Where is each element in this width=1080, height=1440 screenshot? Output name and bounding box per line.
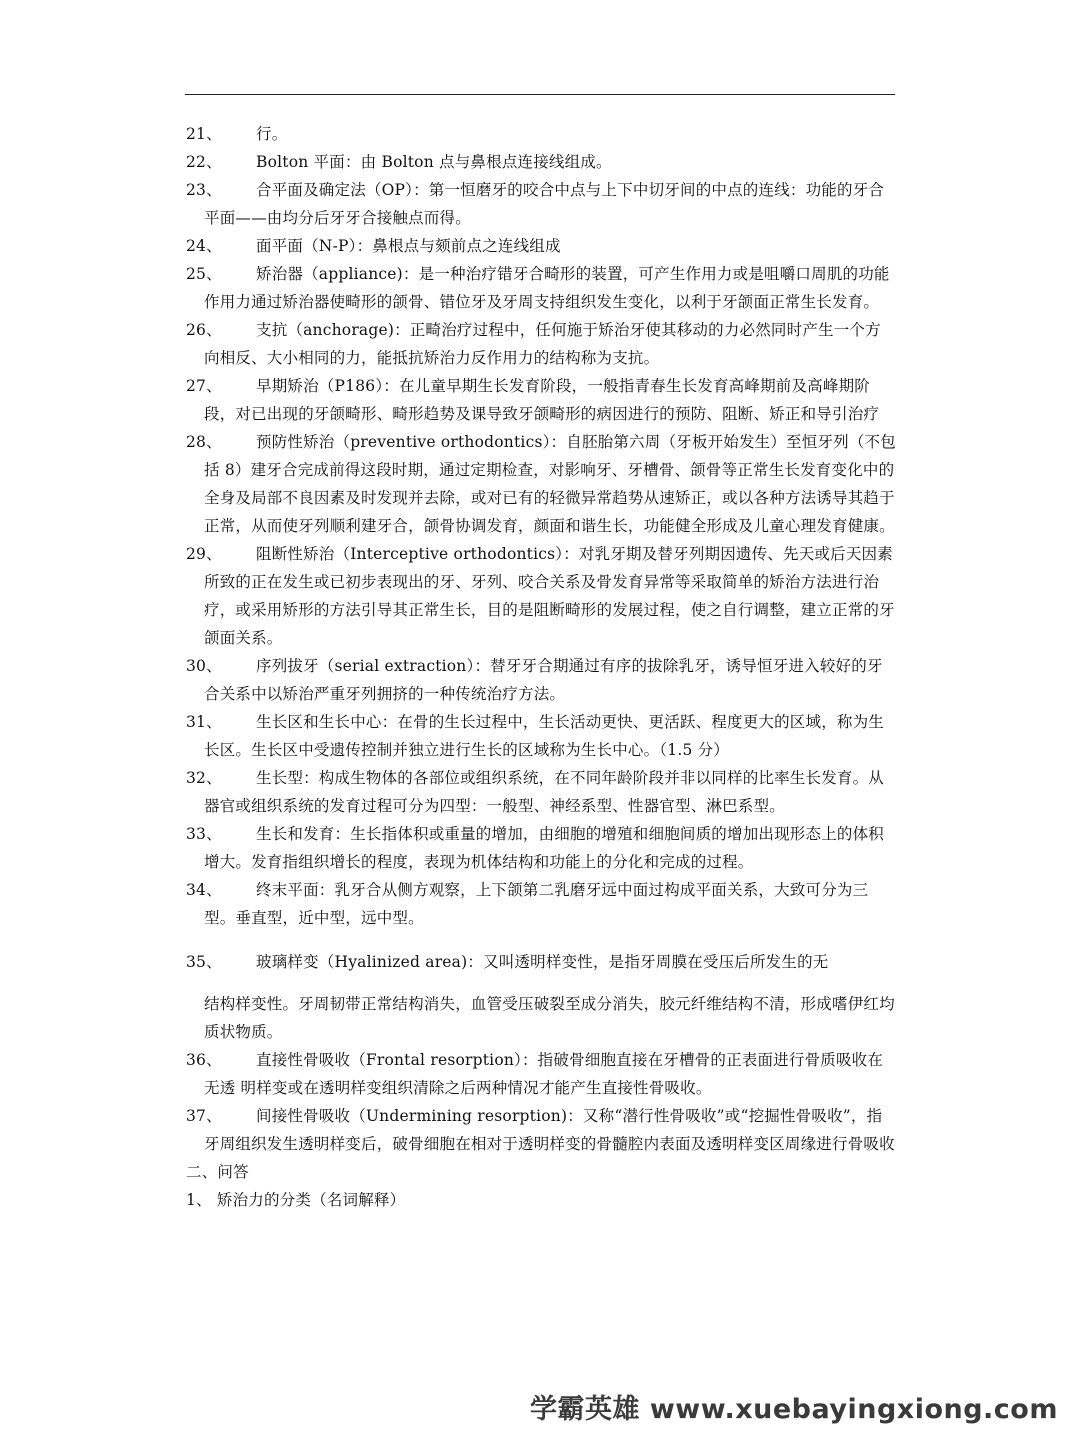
item-number: 28、 (186, 433, 222, 451)
section-heading: 二、问答 (186, 1163, 249, 1181)
list-item (186, 876, 896, 932)
list-item (186, 148, 896, 176)
item-number: 32、 (186, 769, 222, 787)
list-item-continuation (186, 990, 896, 1046)
item-number: 27、 (186, 377, 222, 395)
item-text: 间接性骨吸收（Undermining resorption)：又称“潜行性骨吸收”或“挖掘性骨吸收”，指牙周组织发生透明样变后，破骨细胞在相对于透明样变的骨髓腔内表面及透明样变区周缘进行骨吸收 (204, 1107, 895, 1153)
list-item (186, 316, 896, 372)
item-text-line1: 玻璃样变（Hyalinized area)：又叫透明样变性，是指牙周膜在受压后所发生的无 (256, 953, 829, 971)
item-text: 行。 (256, 125, 288, 143)
item-text: 生长和发育：生长指体积或重量的增加，由细胞的增殖和细胞间质的增加出现形态上的体积增大。发育指组织增长的程度，表现为机体结构和功能上的分化和完成的过程。 (204, 825, 885, 871)
list-item (186, 372, 896, 428)
item-text: 生长区和生长中心：在骨的生长过程中，生长活动更快、更活跃、程度更大的区域，称为生长区。生长区中受遗传控制并独立进行生长的区域称为生长中心。（1.5 分） (204, 713, 885, 759)
document-body (186, 120, 896, 1214)
list-item (186, 540, 896, 652)
item-number: 25、 (186, 265, 222, 283)
list-item (186, 260, 896, 316)
list-item (186, 428, 896, 540)
list-item (186, 176, 896, 232)
item-text: 终末平面：乳牙合从侧方观察，上下颌第二乳磨牙远中面过构成平面关系，大致可分为三型。垂直型，近中型，远中型。 (204, 881, 869, 927)
item-number: 34、 (186, 881, 222, 899)
item-text: 预防性矫治（preventive orthodontics）：自胚胎第六周（牙板开始发生）至恒牙列（不包括 8）建牙合完成前得这段时期，通过定期检查，对影响牙、牙槽骨、颌骨等正常生长发育变化中的全身及局部不良因素及时发现并去除，或对已有的轻微异常趋势从速矫正，或以各种方法诱导其趋于正常，从而使牙列顺利建牙合，颌骨协调发育，颜面和谐生长，功能健全形成及儿童心理发育健康。 (204, 433, 896, 535)
definition-list (186, 120, 896, 932)
list-item (186, 1102, 896, 1158)
list-item (186, 820, 896, 876)
item-number: 22、 (186, 153, 222, 171)
list-item (186, 948, 896, 976)
item-text: 生长型：构成生物体的各部位或组织系统，在不同年龄阶段并非以同样的比率生长发育。从器官或组织系统的发育过程可分为四型：一般型、神经系型、性器官型、淋巴系型。 (204, 769, 885, 815)
item-text: 序列拔牙（serial extraction）：替牙牙合期通过有序的拔除乳牙，诱导恒牙进入较好的牙合关系中以矫治严重牙列拥挤的一种传统治疗方法。 (204, 657, 883, 703)
list-item (186, 120, 896, 148)
definition-list-continued (186, 1046, 896, 1158)
list-item (186, 764, 896, 820)
item-number: 21、 (186, 125, 222, 143)
list-item (186, 1046, 896, 1102)
item-text: Bolton 平面：由 Bolton 点与鼻根点连接线组成。 (256, 153, 612, 171)
site-watermark: 学霸英雄 www.xuebayingxiong.com (529, 1394, 1058, 1425)
item-number: 36、 (186, 1051, 222, 1069)
item-text: 早期矫治（P186）：在儿童早期生长发育阶段，一般指青春生长发育高峰期前及高峰期阶段，对已出现的牙颌畸形、畸形趋势及课导致牙颌畸形的病因进行的预防、阻断、矫正和导引治疗 (204, 377, 880, 423)
list-item (186, 652, 896, 708)
header-rule (185, 94, 895, 95)
item-number: 29、 (186, 545, 222, 563)
item-text: 支抗（anchorage)：正畸治疗过程中，任何施于矫治牙使其移动的力必然同时产生一个方向相反、大小相同的力，能抵抗矫治力反作用力的结构称为支抗。 (204, 321, 881, 367)
item-number: 26、 (186, 321, 222, 339)
item-text: 直接性骨吸收（Frontal resorption）：指破骨细胞直接在牙槽骨的正表面进行骨质吸收在无透 明样变或在透明样变组织清除之后两种情况才能产生直接性骨吸收。 (204, 1051, 884, 1097)
item-text: 矫治器（appliance)：是一种治疗错牙合畸形的装置，可产生作用力或是咀嚼口周肌的功能作用力通过矫治器使畸形的颌骨、错位牙及牙周支持组织发生变化，以利于牙颌面正常生长发育。 (204, 265, 890, 311)
item-number: 37、 (186, 1107, 222, 1125)
item-text: 阻断性矫治（Interceptive orthodontics）：对乳牙期及替牙列期因遗传、先天或后天因素所致的正在发生或已初步表现出的牙、牙列、咬合关系及骨发育异常等采取简单的矫治方法进行治疗，或采用矫形的方法引导其正常生长，目的是阻断畸形的发展过程，使之自行调整，建立正常的牙颌面关系。 (204, 545, 895, 647)
item-text: 合平面及确定法（OP）：第一恒磨牙的咬合中点与上下中切牙间的中点的连线：功能的牙合平面——由均分后牙牙合接触点而得。 (204, 181, 885, 227)
list-item (186, 232, 896, 260)
item-number: 33、 (186, 825, 222, 843)
item-number: 30、 (186, 657, 222, 675)
question-item: 1、 矫治力的分类（名词解释） (186, 1191, 406, 1209)
item-text: 面平面（N-P）：鼻根点与颏前点之连线组成 (256, 237, 561, 255)
item-number: 35、 (186, 953, 222, 971)
item-number: 31、 (186, 713, 222, 731)
item-text-continuation: 结构样变性。牙周韧带正常结构消失，血管受压破裂至成分消失，胶元纤维结构不清，形成嗜伊红均质状物质。 (204, 995, 895, 1041)
list-item (186, 708, 896, 764)
item-number: 23、 (186, 181, 222, 199)
item-number: 24、 (186, 237, 222, 255)
